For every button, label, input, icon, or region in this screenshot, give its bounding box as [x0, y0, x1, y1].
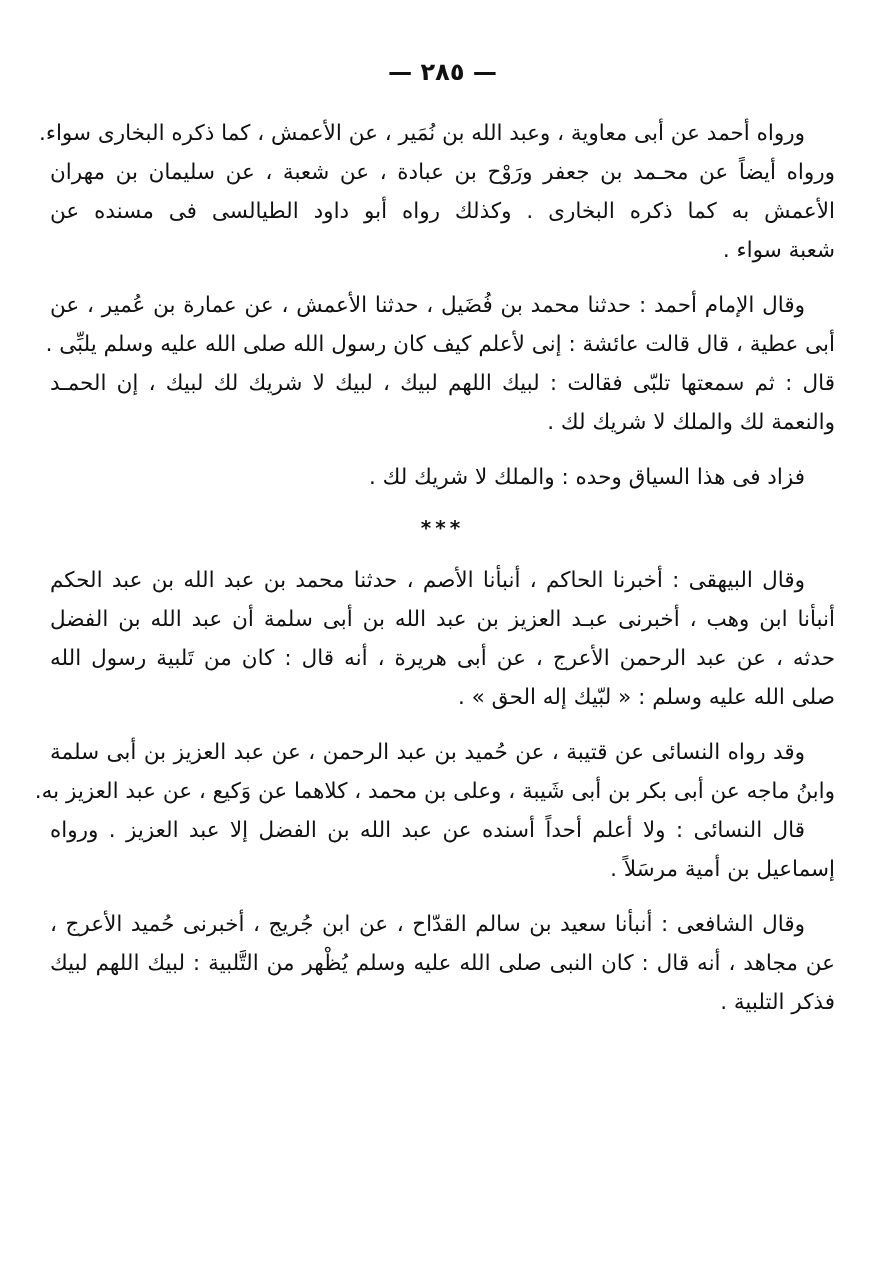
text-line: وقال البيهقى : أخبرنا الحاكم ، أنبأنا الأصم ، حدثنا محمد بن عبد الله بن عبد الحكم — [50, 568, 805, 593]
paragraph-5 — [34, 733, 835, 889]
text-line: حدثه ، عن عبد الرحمن الأعرج ، عن أبى هريرة ، أنه قال : كان من تَلبية رسول الله — [50, 646, 835, 671]
text-line: إسماعيل بن أمية مرسَلاً . — [610, 857, 835, 882]
text-line: عن مجاهد ، أنه قال : كان النبى صلى الله عليه وسلم يُظْهر من التَّلبية : لبيك اللهم لبيك — [50, 951, 835, 976]
paragraph-1 — [39, 114, 835, 270]
text-line: وقال الإمام أحمد : حدثنا محمد بن فُضَيل ، حدثنا الأعمش ، عن عمارة بن عُمير ، عن — [50, 293, 805, 318]
text-line: وقد رواه النسائى عن قتيبة ، عن حُميد بن عبد الرحمن ، عن عبد العزيز بن أبى سلمة — [50, 740, 805, 765]
paragraph-2 — [45, 286, 835, 442]
text-line: أنبأنا ابن وهب ، أخبرنى عبـد العزيز بن عبد الله بن أبى سلمة أن عبد الله بن الفضل — [50, 607, 835, 632]
text-line: وقال الشافعى : أنبأنا سعيد بن سالم القدّاح ، عن ابن جُريج ، أخبرنى حُميد الأعرج ، — [50, 912, 805, 937]
text-line: أبى عطية ، قال قالت عائشة : إنى لأعلم كيف كان رسول الله صلى الله عليه وسلم يلبِّى . — [45, 332, 835, 357]
text-line: صلى الله عليه وسلم : « لبّيك إله الحق » . — [457, 685, 835, 710]
text-line: قال : ثم سمعتها تلبّى فقالت : لبيك اللهم لبيك ، لبيك لا شريك لك لبيك ، إن الحمـد — [50, 371, 835, 396]
text-line: والنعمة لك والملك لا شريك لك . — [547, 410, 835, 435]
text-line: ورواه أحمد عن أبى معاوية ، وعبد الله بن نُمَير ، عن الأعمش ، كما ذكره البخارى سواء. — [39, 121, 805, 146]
text-line: فزاد فى هذا السياق وحده : والملك لا شريك لك . — [368, 465, 805, 490]
text-line: شعبة سواء . — [722, 238, 835, 263]
paragraph-4 — [50, 561, 835, 717]
page-number: — ٢٨٥ — — [388, 58, 497, 86]
text-line: وابنُ ماجه عن أبى بكر بن أبى شَيبة ، وعلى بن محمد ، كلاهما عن وَكيع ، عن عبد العزيز به. — [34, 779, 835, 804]
section-divider: *** — [420, 516, 465, 540]
text-line: قال النسائى : ولا أعلم أحداً أسنده عن عبد الله بن الفضل إلا عبد العزيز . ورواه — [50, 818, 805, 843]
paragraph-3 — [50, 458, 835, 497]
paragraph-6 — [50, 905, 835, 1022]
text-line: فذكر التلبية . — [720, 990, 835, 1015]
text-line: ورواه أيضاً عن محـمد بن جعفر ورَوْح بن عبادة ، عن شعبة ، عن سليمان بن مهران — [50, 160, 835, 185]
text-line: الأعمش به كما ذكره البخارى . وكذلك رواه أبو داود الطيالسى فى مسنده عن — [50, 199, 835, 224]
